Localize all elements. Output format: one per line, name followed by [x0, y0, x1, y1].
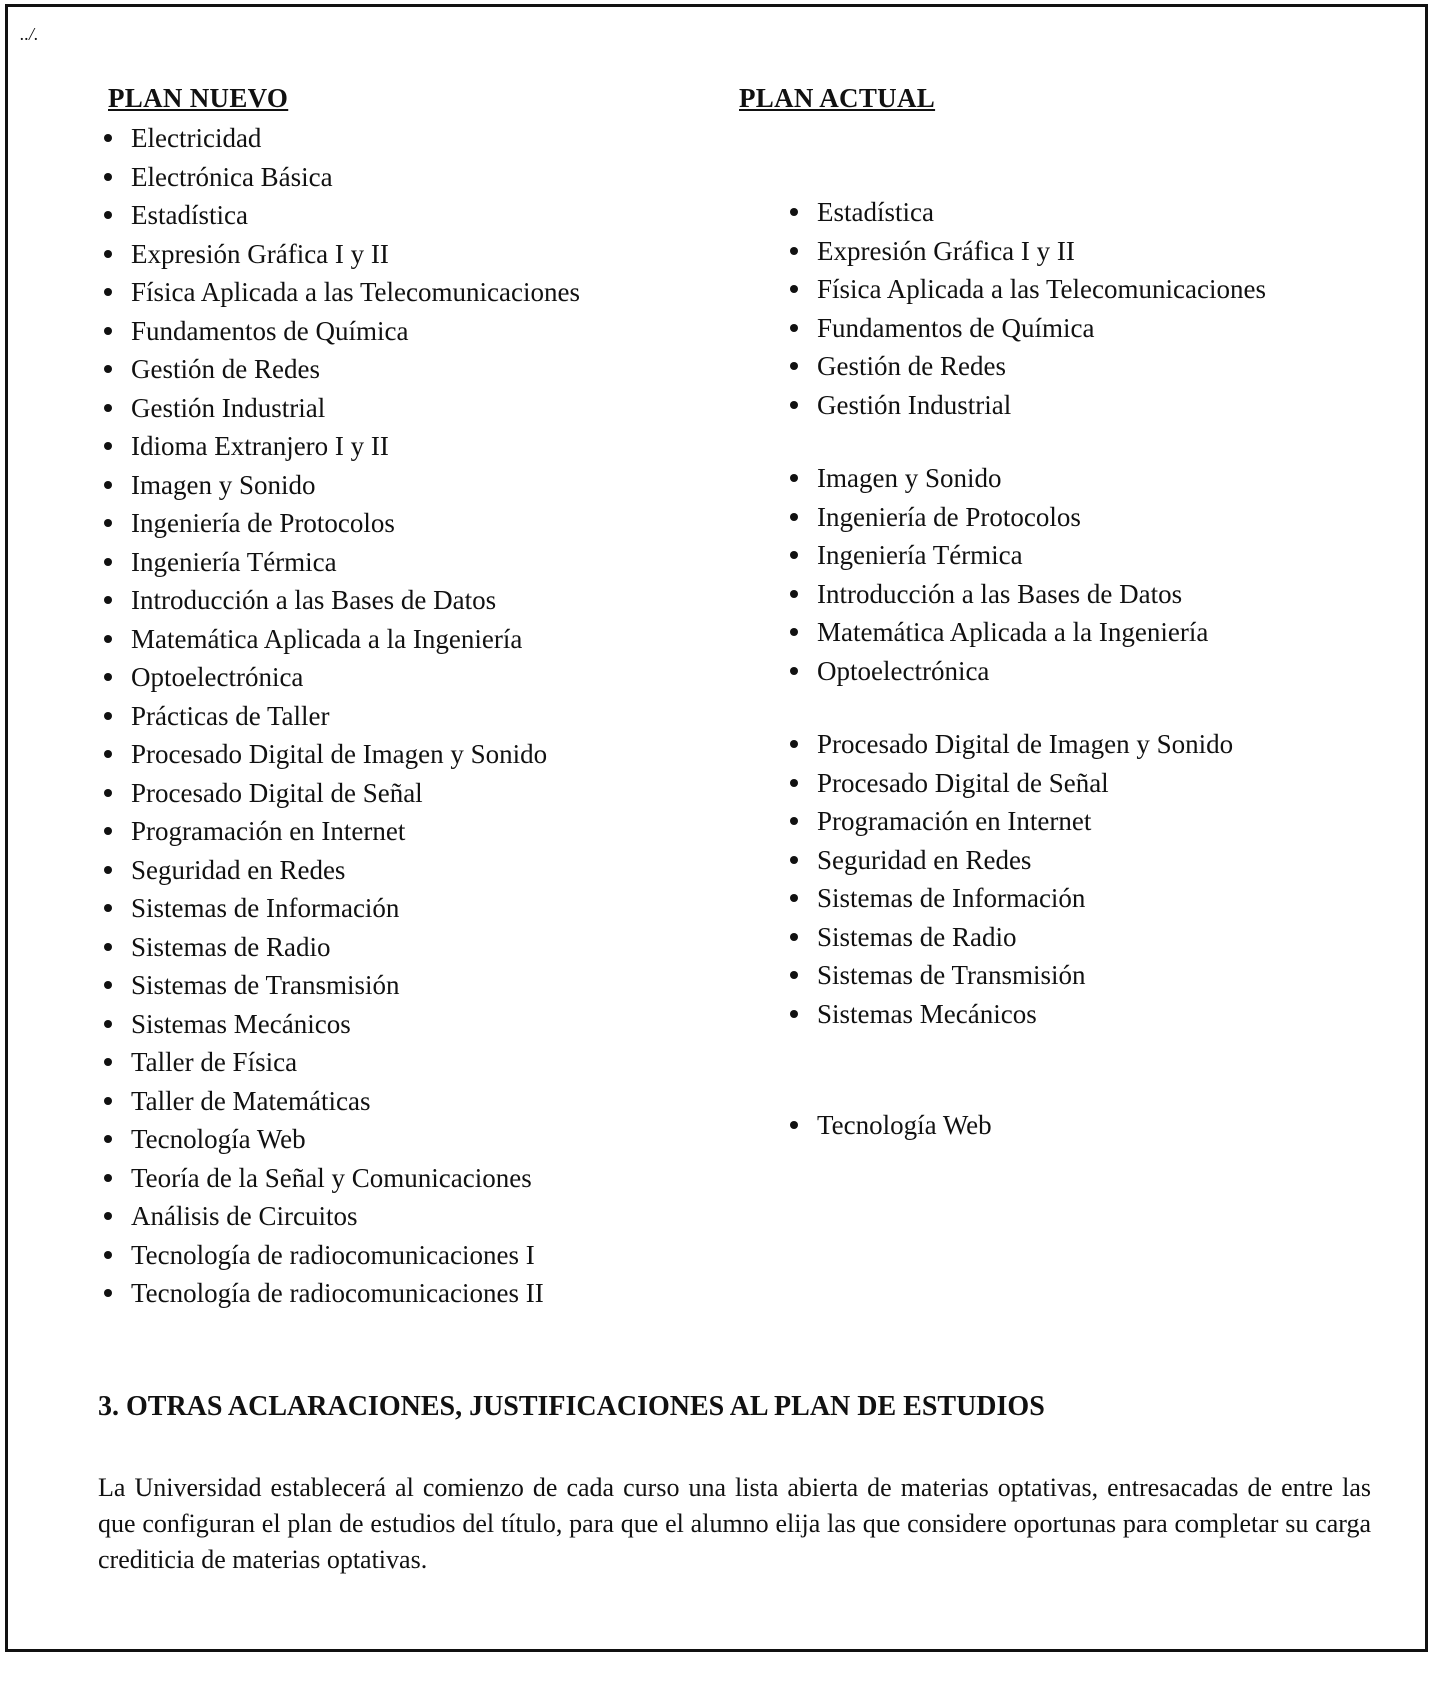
bullet-icon: [104, 404, 112, 412]
list-item-label: Tecnología Web: [817, 1110, 992, 1140]
list-item-label: Ingeniería Térmica: [131, 546, 337, 577]
list-item-label: Procesado Digital de Imagen y Sonido: [131, 739, 548, 769]
plan-nuevo-title: PLAN NUEVO: [108, 83, 289, 113]
list-item: [790, 347, 1266, 386]
bullet-icon: [104, 211, 112, 219]
bullet-icon: [790, 208, 798, 216]
list-item-label: Imagen y Sonido: [817, 463, 1002, 493]
list-item: [790, 764, 1266, 803]
plan-nuevo-list: [104, 119, 580, 1313]
bullet-icon: [104, 712, 112, 720]
list-item: [104, 1120, 580, 1159]
list-item: [790, 725, 1266, 764]
list-item-label: Gestión de Redes: [817, 351, 1006, 381]
list-item: [104, 1236, 580, 1275]
list-item-label: Sistemas de Información: [131, 893, 400, 923]
list-item-label: Física Aplicada a las Telecomunicaciones: [817, 274, 1266, 304]
list-item-label: Gestión Industrial: [817, 389, 1012, 420]
list-item: [104, 812, 580, 851]
list-item: [104, 1159, 580, 1198]
bullet-icon: [104, 173, 112, 181]
list-item-label: Sistemas Mecánicos: [817, 998, 1037, 1029]
list-item: [104, 350, 580, 389]
list-item-label: Electricidad: [131, 123, 262, 153]
bullet-icon: [790, 933, 798, 941]
list-item: [790, 995, 1266, 1034]
list-item-label: Idioma Extranjero I y II: [131, 431, 389, 461]
list-item: [790, 386, 1266, 425]
list-item: [104, 658, 580, 697]
bullet-icon: [790, 551, 798, 559]
list-item-label: Sistemas de Información: [817, 883, 1086, 913]
list-item: [104, 312, 580, 351]
list-item-label: Física Aplicada a las Telecomunicaciones: [131, 277, 580, 307]
list-item-label: Ingeniería de Protocolos: [817, 501, 1081, 532]
list-item-label: Procesado Digital de Señal: [131, 777, 423, 808]
list-item: [790, 459, 1266, 498]
list-item-label: Análisis de Circuitos: [131, 1201, 358, 1231]
list-item-label: Estadística: [817, 197, 934, 227]
list-item: [104, 697, 580, 736]
list-item: [790, 498, 1266, 537]
list-item: [104, 119, 580, 158]
list-item: [790, 193, 1266, 232]
bullet-icon: [104, 1135, 112, 1143]
bullet-icon: [104, 442, 112, 450]
list-item-label: Matemática Aplicada a la Ingeniería: [131, 623, 523, 654]
list-item-label: Electrónica Básica: [131, 161, 333, 192]
bullet-icon: [790, 1010, 798, 1018]
bullet-icon: [790, 971, 798, 979]
list-item-label: Seguridad en Redes: [131, 854, 346, 885]
list-item: [104, 543, 580, 582]
list-item: [790, 270, 1266, 309]
bullet-icon: [104, 365, 112, 373]
list-item-label: Introducción a las Bases de Datos: [817, 578, 1183, 609]
bullet-icon: [790, 667, 798, 675]
list-spacer: [790, 1033, 1266, 1106]
bullet-icon: [104, 1251, 112, 1259]
plan-actual-list: [790, 193, 1266, 1145]
list-item: [104, 466, 580, 505]
list-item-label: Procesado Digital de Señal: [817, 767, 1109, 798]
bullet-icon: [790, 740, 798, 748]
list-item-label: Sistemas de Transmisión: [817, 960, 1086, 990]
bullet-icon: [104, 866, 112, 874]
list-item: [790, 956, 1266, 995]
list-item-label: Tecnología de radiocomunicaciones II: [131, 1278, 544, 1308]
bullet-icon: [104, 1020, 112, 1028]
bullet-icon: [104, 1058, 112, 1066]
bullet-icon: [790, 628, 798, 636]
list-item: [104, 581, 580, 620]
bullet-icon: [104, 250, 112, 258]
list-spacer: [790, 690, 1266, 725]
list-item-label: Tecnología Web: [131, 1124, 306, 1154]
list-item-label: Sistemas de Radio: [131, 931, 331, 962]
bullet-icon: [790, 362, 798, 370]
list-item-label: Ingeniería de Protocolos: [131, 508, 395, 538]
list-item-label: Programación en Internet: [817, 806, 1092, 836]
bullet-icon: [790, 474, 798, 482]
list-item: [104, 889, 580, 928]
list-item-label: Sistemas de Radio: [817, 921, 1017, 952]
list-item-label: Seguridad en Redes: [817, 844, 1032, 875]
list-item: [790, 918, 1266, 957]
bullet-icon: [790, 817, 798, 825]
bullet-icon: [790, 324, 798, 332]
bullet-icon: [104, 481, 112, 489]
list-item-label: Estadística: [131, 200, 248, 230]
list-item-label: Optoelectrónica: [131, 662, 304, 692]
list-item: [104, 427, 580, 466]
bullet-icon: [104, 558, 112, 566]
list-item-label: Optoelectrónica: [817, 655, 990, 686]
bullet-icon: [790, 247, 798, 255]
list-item: [790, 802, 1266, 841]
bullet-icon: [104, 635, 112, 643]
list-item: [790, 232, 1266, 271]
bullet-icon: [104, 1289, 112, 1297]
list-item: [104, 196, 580, 235]
list-item: [104, 1082, 580, 1121]
list-item: [104, 504, 580, 543]
list-item-label: Imagen y Sonido: [131, 469, 316, 500]
list-item: [104, 774, 580, 813]
bullet-icon: [104, 1097, 112, 1105]
list-item-label: Fundamentos de Química: [131, 315, 409, 346]
bullet-icon: [104, 904, 112, 912]
list-item-label: Procesado Digital de Imagen y Sonido: [817, 729, 1234, 759]
bullet-icon: [104, 288, 112, 296]
bullet-icon: [104, 1212, 112, 1220]
list-item-label: Teoría de la Señal y Comunicaciones: [131, 1162, 532, 1193]
bullet-icon: [104, 596, 112, 604]
bullet-icon: [790, 856, 798, 864]
bullet-icon: [104, 1174, 112, 1182]
list-item-label: Taller de Matemáticas: [131, 1085, 371, 1116]
bullet-icon: [790, 894, 798, 902]
list-item: [790, 652, 1266, 691]
bullet-icon: [790, 590, 798, 598]
bullet-icon: [790, 513, 798, 521]
list-item: [104, 928, 580, 967]
list-item: [104, 620, 580, 659]
list-item: [104, 735, 580, 774]
list-item-label: Expresión Gráfica I y II: [131, 238, 389, 269]
list-item: [790, 575, 1266, 614]
list-item-label: Tecnología de radiocomunicaciones I: [131, 1239, 535, 1270]
section-paragraph: La Universidad establecerá al comienzo de cada curso una lista abierta de materias optativas, entresacadas de entre las que configuran el plan de estudios del título, para que el alumno elija las que considere oportunas para completar su carga crediticia de materias optativas.: [98, 1473, 1371, 1574]
list-item-label: Prácticas de Taller: [131, 700, 330, 731]
list-item: [104, 851, 580, 890]
list-item: [790, 1106, 1266, 1145]
plan-actual-title: PLAN ACTUAL: [739, 83, 936, 113]
document-frame: [5, 4, 1428, 1652]
section-heading: 3. OTRAS ACLARACIONES, JUSTIFICACIONES AL PLAN DE ESTUDIOS: [98, 1391, 1045, 1422]
list-item-label: Sistemas Mecánicos: [131, 1008, 351, 1039]
list-item: [104, 966, 580, 1005]
bullet-icon: [104, 327, 112, 335]
list-item-label: Taller de Física: [131, 1047, 298, 1077]
list-item-label: Gestión de Redes: [131, 354, 320, 384]
bullet-icon: [104, 827, 112, 835]
list-item: [790, 613, 1266, 652]
list-item: [790, 536, 1266, 575]
bullet-icon: [104, 673, 112, 681]
list-item-label: Ingeniería Térmica: [817, 540, 1023, 570]
continuation-marker: ../.: [20, 24, 39, 44]
list-item-label: Matemática Aplicada a la Ingeniería: [817, 617, 1209, 647]
list-spacer: [790, 424, 1266, 459]
bullet-icon: [104, 750, 112, 758]
list-item: [104, 235, 580, 274]
list-item-label: Expresión Gráfica I y II: [817, 235, 1075, 266]
bullet-icon: [790, 1121, 798, 1129]
list-item: [790, 309, 1266, 348]
bullet-icon: [104, 134, 112, 142]
list-item: [104, 1197, 580, 1236]
list-item-label: Fundamentos de Química: [817, 312, 1095, 343]
list-item: [790, 841, 1266, 880]
list-item: [104, 158, 580, 197]
list-item: [104, 1043, 580, 1082]
list-item-label: Gestión Industrial: [131, 392, 326, 423]
list-item: [790, 879, 1266, 918]
bullet-icon: [104, 519, 112, 527]
list-item: [104, 1274, 580, 1313]
list-item: [104, 1005, 580, 1044]
list-item-label: Introducción a las Bases de Datos: [131, 585, 497, 615]
bullet-icon: [104, 789, 112, 797]
bullet-icon: [790, 401, 798, 409]
list-item: [104, 389, 580, 428]
list-item-label: Programación en Internet: [131, 816, 406, 846]
bullet-icon: [104, 981, 112, 989]
list-item: [104, 273, 580, 312]
bullet-icon: [790, 285, 798, 293]
bullet-icon: [790, 779, 798, 787]
bullet-icon: [104, 943, 112, 951]
list-item-label: Sistemas de Transmisión: [131, 970, 400, 1000]
